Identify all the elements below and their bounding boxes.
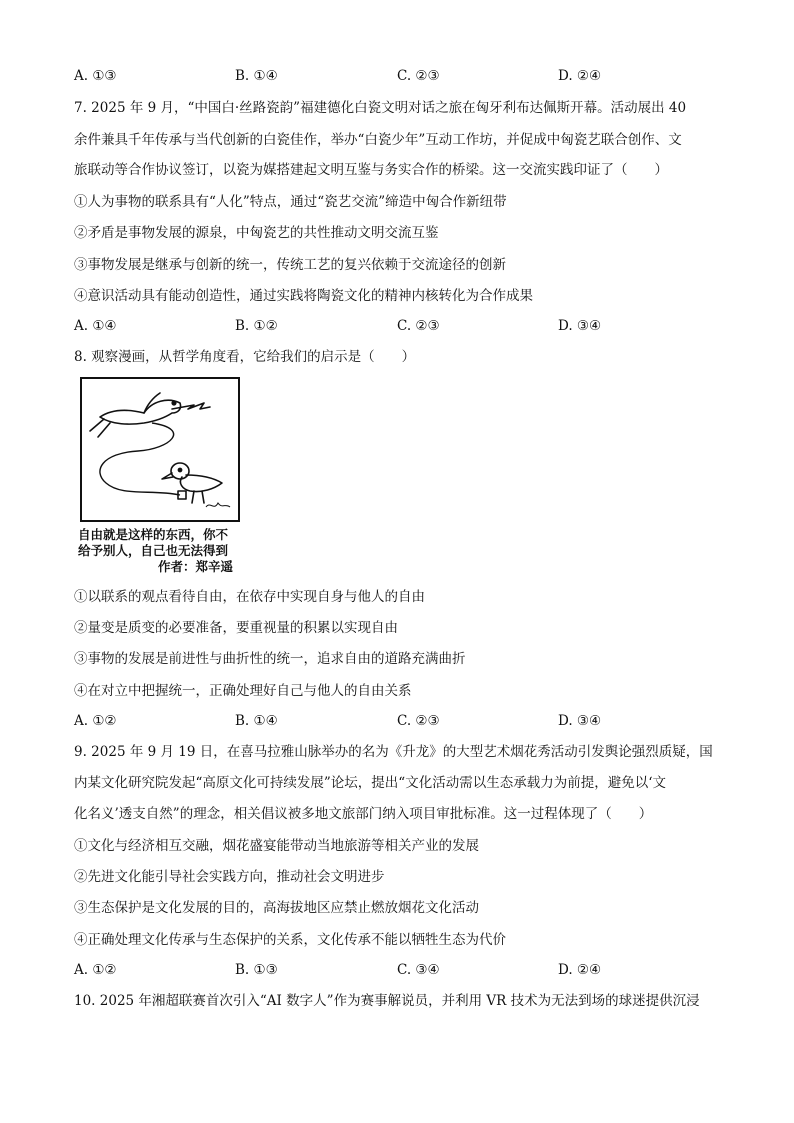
q7-stem-line-3: 旅联动等合作协议签订，以瓷为媒搭建起文明互鉴与务实合作的桥梁。这一交流实践印证了（ ） <box>74 162 668 178</box>
q8-option-d: D. ③④ <box>558 713 602 729</box>
cartoon-caption-line-2: 给予别人，自己也无法得到 <box>78 543 229 558</box>
q6-option-c: C. ②③ <box>397 68 440 84</box>
cartoon-author: 作者：郑辛遥 <box>158 559 234 574</box>
q6-options <box>74 66 724 86</box>
q9-stem-line-1: 9. 2025 年 9 月 19 日，在喜马拉雅山脉举办的名为《升龙》的大型艺术烟花秀活动引发舆论强烈质疑，国 <box>74 744 713 760</box>
q10-stem-line-1: 10. 2025 年湘超联赛首次引入“AI 数字人”作为赛事解说员，并利用 VR 技术为无法到场的球迷提供沉浸 <box>74 993 700 1009</box>
q8-option-c: C. ②③ <box>397 713 440 729</box>
q6-option-b: B. ①④ <box>235 68 278 84</box>
q6-option-d: D. ②④ <box>558 68 602 84</box>
q8-item-1: ①以联系的观点看待自由，在依存中实现自身与他人的自由 <box>74 589 425 605</box>
q7-option-d: D. ③④ <box>558 318 602 334</box>
q9-item-1: ①文化与经济相互交融，烟花盛宴能带动当地旅游等相关产业的发展 <box>74 838 479 854</box>
q9-item-2: ②先进文化能引导社会实践方向，推动社会文明进步 <box>74 869 385 885</box>
q7-item-2: ②矛盾是事物发展的源泉，中匈瓷艺的共性推动文明交流互鉴 <box>74 225 439 241</box>
q9-stem-line-3: 化名义’透支自然”的理念，相关倡议被多地文旅部门纳入项目审批标准。这一过程体现了（ ） <box>74 806 653 822</box>
q7-option-b: B. ①② <box>235 318 278 334</box>
q7-item-4: ④意识活动具有能动创造性，通过实践将陶瓷文化的精神内核转化为合作成果 <box>74 288 533 304</box>
q8-item-2: ②量变是质变的必要准备，要重视量的积累以实现自由 <box>74 620 398 636</box>
q7-option-c: C. ②③ <box>397 318 440 334</box>
q9-stem-line-2: 内某文化研究院发起“高原文化可持续发展”论坛，提出“文化活动需以生态承载力为前提，避免以‘文 <box>74 775 666 791</box>
q9-option-a: A. ①② <box>74 962 117 978</box>
q8-item-3: ③事物的发展是前进性与曲折性的统一，追求自由的道路充满曲折 <box>74 651 466 667</box>
q9-item-3: ③生态保护是文化发展的目的，高海拔地区应禁止燃放烟花文化活动 <box>74 900 479 916</box>
q9-option-d: D. ②④ <box>558 962 602 978</box>
q9-options <box>74 960 724 980</box>
cartoon-caption-line-1: 自由就是这样的东西，你不 <box>78 527 229 542</box>
q8-options <box>74 711 724 731</box>
q7-option-a: A. ①④ <box>74 318 117 334</box>
signature-icon <box>206 503 230 507</box>
q7-stem-line-2: 余件兼具千年传承与当代创新的白瓷佳作，举办“白瓷少年”互动工作坊，并促成中匈瓷艺联合创作、文 <box>74 132 682 148</box>
q7-stem-line-1: 7. 2025 年 9 月，“中国白·丝路瓷韵”福建德化白瓷文明对话之旅在匈牙利布达佩斯开幕。活动展出 40 <box>74 100 687 116</box>
cartoon-image <box>80 377 240 522</box>
q8-option-b: B. ①④ <box>235 713 278 729</box>
q7-item-1: ①人为事物的联系具有“人化”特点，通过“瓷艺交流”缔造中匈合作新纽带 <box>74 194 507 210</box>
cartoon-drawing <box>82 379 238 520</box>
leash-line <box>100 423 180 495</box>
q6-option-a: A. ①③ <box>74 68 117 84</box>
q8-option-a: A. ①② <box>74 713 117 729</box>
q9-item-4: ④正确处理文化传承与生态保护的关系，文化传承不能以牺牲生态为代价 <box>74 932 506 948</box>
q7-options <box>74 316 724 336</box>
q9-option-b: B. ①③ <box>235 962 278 978</box>
q9-option-c: C. ③④ <box>397 962 440 978</box>
q7-item-3: ③事物发展是继承与创新的统一，传统工艺的复兴依赖于交流途径的创新 <box>74 257 506 273</box>
q8-item-4: ④在对立中把握统一，正确处理好自己与他人的自由关系 <box>74 683 412 699</box>
sitting-bird-icon <box>162 463 222 503</box>
q8-stem: 8. 观察漫画，从哲学角度看，它给我们的启示是（ ） <box>74 349 416 365</box>
flying-bird-icon <box>90 393 210 437</box>
